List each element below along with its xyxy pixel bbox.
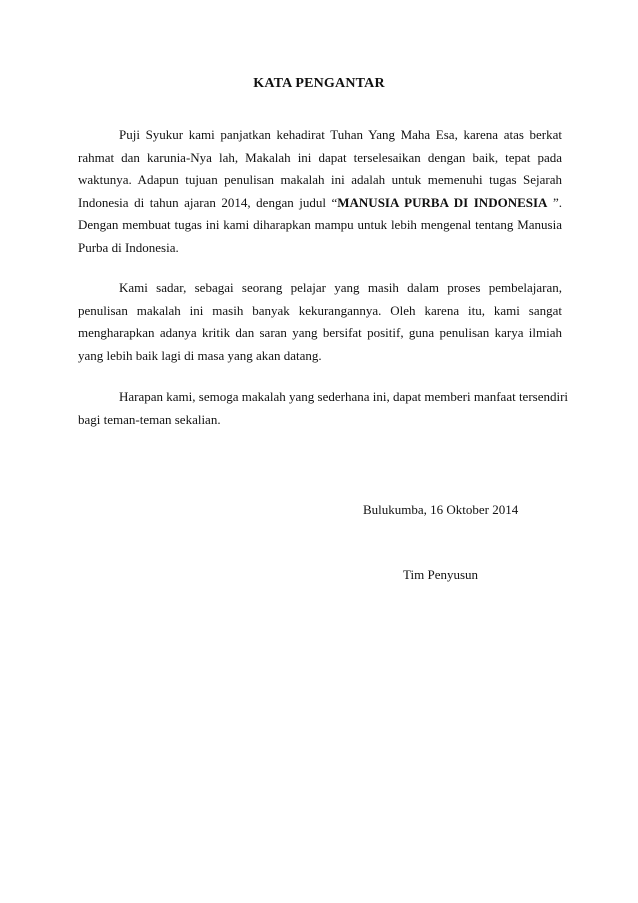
paragraph-line: mengharapkan adanya kritik dan saran yang bersifat positif, guna penulisan karya ilmiah xyxy=(78,325,562,340)
paragraph-line-with-title xyxy=(78,192,562,215)
paragraph-line: Kami sadar, sebagai seorang pelajar yang masih dalam proses pembelajaran, xyxy=(119,280,562,295)
paragraph-line: waktunya. Adapun tujuan penulisan makalah ini adalah untuk memenuhi tugas Sejarah xyxy=(78,172,562,187)
page-title: KATA PENGANTAR xyxy=(253,76,385,91)
paragraph-line: Harapan kami, semoga makalah yang sederhana ini, dapat memberi manfaat tersendiri xyxy=(119,389,569,404)
report-title-bold: MANUSIA PURBA DI INDONESIA xyxy=(337,194,548,210)
paragraph-intro xyxy=(78,124,562,259)
place-date: Bulukumba, 16 Oktober 2014 xyxy=(363,502,519,517)
paragraph-line: Purba di Indonesia. xyxy=(78,239,179,255)
paragraph-line: Puji Syukur kami panjatkan kehadirat Tuhan Yang Maha Esa, karena atas berkat xyxy=(119,127,562,142)
paragraph-line: Dengan membuat tugas ini kami diharapkan mampu untuk lebih mengenal tentang Manusia xyxy=(78,217,562,232)
paragraph-line: bagi teman-teman sekalian. xyxy=(78,411,221,427)
author-signature: Tim Penyusun xyxy=(403,567,479,582)
paragraph-line: rahmat dan karunia-Nya lah, Makalah ini dapat terselesaikan dengan baik, tepat pada xyxy=(78,149,562,165)
paragraph-line: penulisan makalah ini masih banyak kekurangannya. Oleh karena itu, kami sangat xyxy=(78,302,562,318)
line-text: ”. xyxy=(547,194,562,210)
paragraph-hope xyxy=(78,386,569,431)
paragraph-apology xyxy=(78,277,562,367)
line-text: Indonesia di tahun ajaran 2014, dengan judul “ xyxy=(78,194,338,210)
paragraph-line: yang lebih baik lagi di masa yang akan datang. xyxy=(78,347,322,363)
